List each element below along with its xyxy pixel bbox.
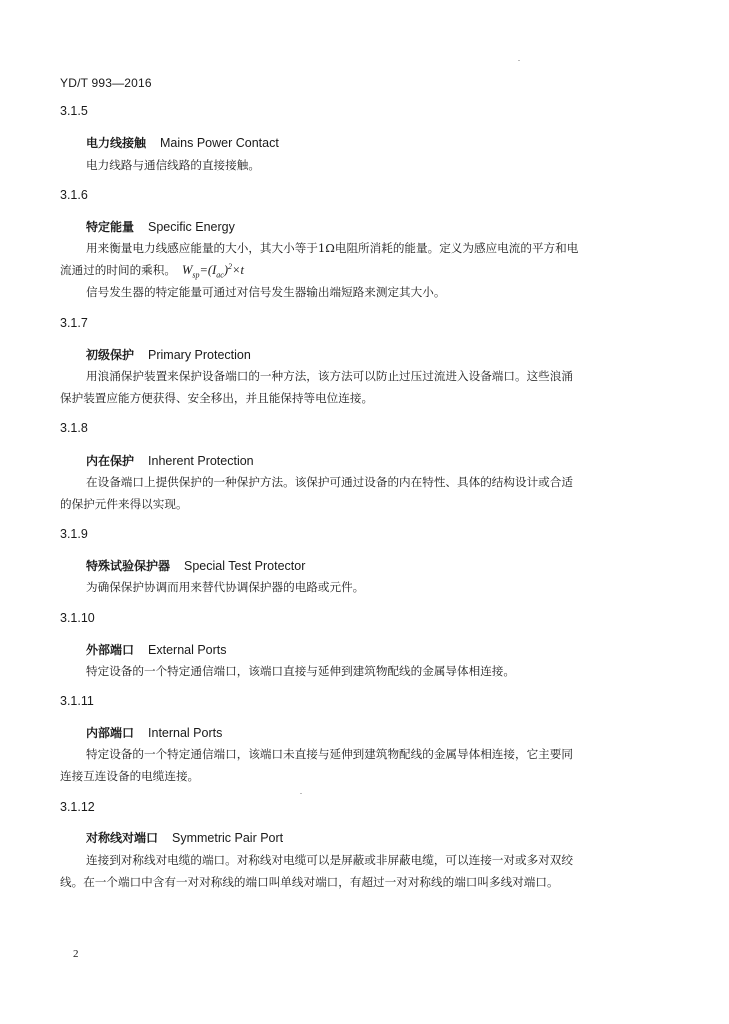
scan-speck	[518, 60, 520, 61]
page-number: 2	[73, 948, 79, 960]
term-heading	[86, 134, 279, 151]
definition-line: 用浪涌保护装置来保护设备端口的一种方法，该方法可以防止过压过流进入设备端口。这些浪涌	[86, 369, 573, 383]
definition-line: 的保护元件来得以实现。	[60, 497, 188, 511]
term-heading	[86, 346, 251, 363]
term-chinese: 对称线对端口	[86, 831, 159, 845]
term-heading	[86, 557, 305, 574]
term-english: Internal Ports	[148, 726, 223, 740]
definition-line: 保护装置应能方便获得、安全移出，并且能保持等电位连接。	[60, 391, 374, 405]
term-heading	[86, 452, 254, 469]
term-heading	[86, 218, 235, 235]
scan-speck	[300, 793, 302, 794]
term-english: Primary Protection	[148, 348, 251, 362]
clause-number: 3.1.9	[60, 527, 88, 541]
clause-number: 3.1.7	[60, 316, 88, 330]
term-english: Mains Power Contact	[160, 136, 279, 150]
definition-text: 流通过的时间的乘积。	[60, 263, 176, 278]
term-heading	[86, 829, 283, 846]
standard-number: YD/T 993—2016	[60, 76, 152, 90]
clause-number: 3.1.10	[60, 611, 95, 625]
term-chinese: 特殊试验保护器	[86, 559, 171, 573]
clause-number: 3.1.12	[60, 800, 95, 814]
definition-line: 电力线路与通信线路的直接接触。	[86, 158, 260, 172]
term-english: Inherent Protection	[148, 454, 254, 468]
term-chinese: 初级保护	[86, 348, 135, 362]
definition-line: 连接互连设备的电缆连接。	[60, 769, 200, 783]
definition-line: 特定设备的一个特定通信端口，该端口直接与延伸到建筑物配线的金属导体相连接。	[86, 664, 515, 678]
term-heading	[86, 641, 227, 658]
definition-line: 线。在一个端口中含有一对对称线的端口叫单线对端口，有超过一对对称线的端口叫多线对端口。	[60, 875, 559, 889]
definition-line: 连接到对称线对电缆的端口。对称线对电缆可以是屏蔽或非屏蔽电缆，可以连接一对或多对双绞	[86, 853, 573, 867]
term-heading	[86, 724, 222, 741]
term-chinese: 电力线接触	[86, 136, 147, 150]
clause-number: 3.1.5	[60, 104, 88, 118]
definition-line: 为确保保护协调而用来替代协调保护器的电路或元件。	[86, 580, 365, 594]
term-english: Special Test Protector	[184, 559, 306, 573]
term-english: Symmetric Pair Port	[172, 831, 284, 845]
term-chinese: 内部端口	[86, 726, 135, 740]
term-english: External Ports	[148, 643, 227, 657]
definition-line	[60, 262, 244, 280]
definition-line: 特定设备的一个特定通信端口，该端口未直接与延伸到建筑物配线的金属导体相连接，它主要同	[86, 747, 573, 761]
formula: $W_{sp}=(I_{ac})^2\times t$	[181, 262, 244, 280]
term-chinese: 内在保护	[86, 454, 135, 468]
term-english: Specific Energy	[148, 220, 235, 234]
definition-line: 用来衡量电力线感应能量的大小，其大小等于1Ω电阻所消耗的能量。定义为感应电流的平方和电	[86, 241, 579, 255]
definition-line: 信号发生器的特定能量可通过对信号发生器输出端短路来测定其大小。	[86, 285, 446, 299]
clause-number: 3.1.8	[60, 421, 88, 435]
term-chinese: 特定能量	[86, 220, 135, 234]
definition-line: 在设备端口上提供保护的一种保护方法。该保护可通过设备的内在特性、具体的结构设计或合适	[86, 475, 573, 489]
term-chinese: 外部端口	[86, 643, 135, 657]
clause-number: 3.1.11	[60, 694, 94, 708]
clause-number: 3.1.6	[60, 188, 88, 202]
